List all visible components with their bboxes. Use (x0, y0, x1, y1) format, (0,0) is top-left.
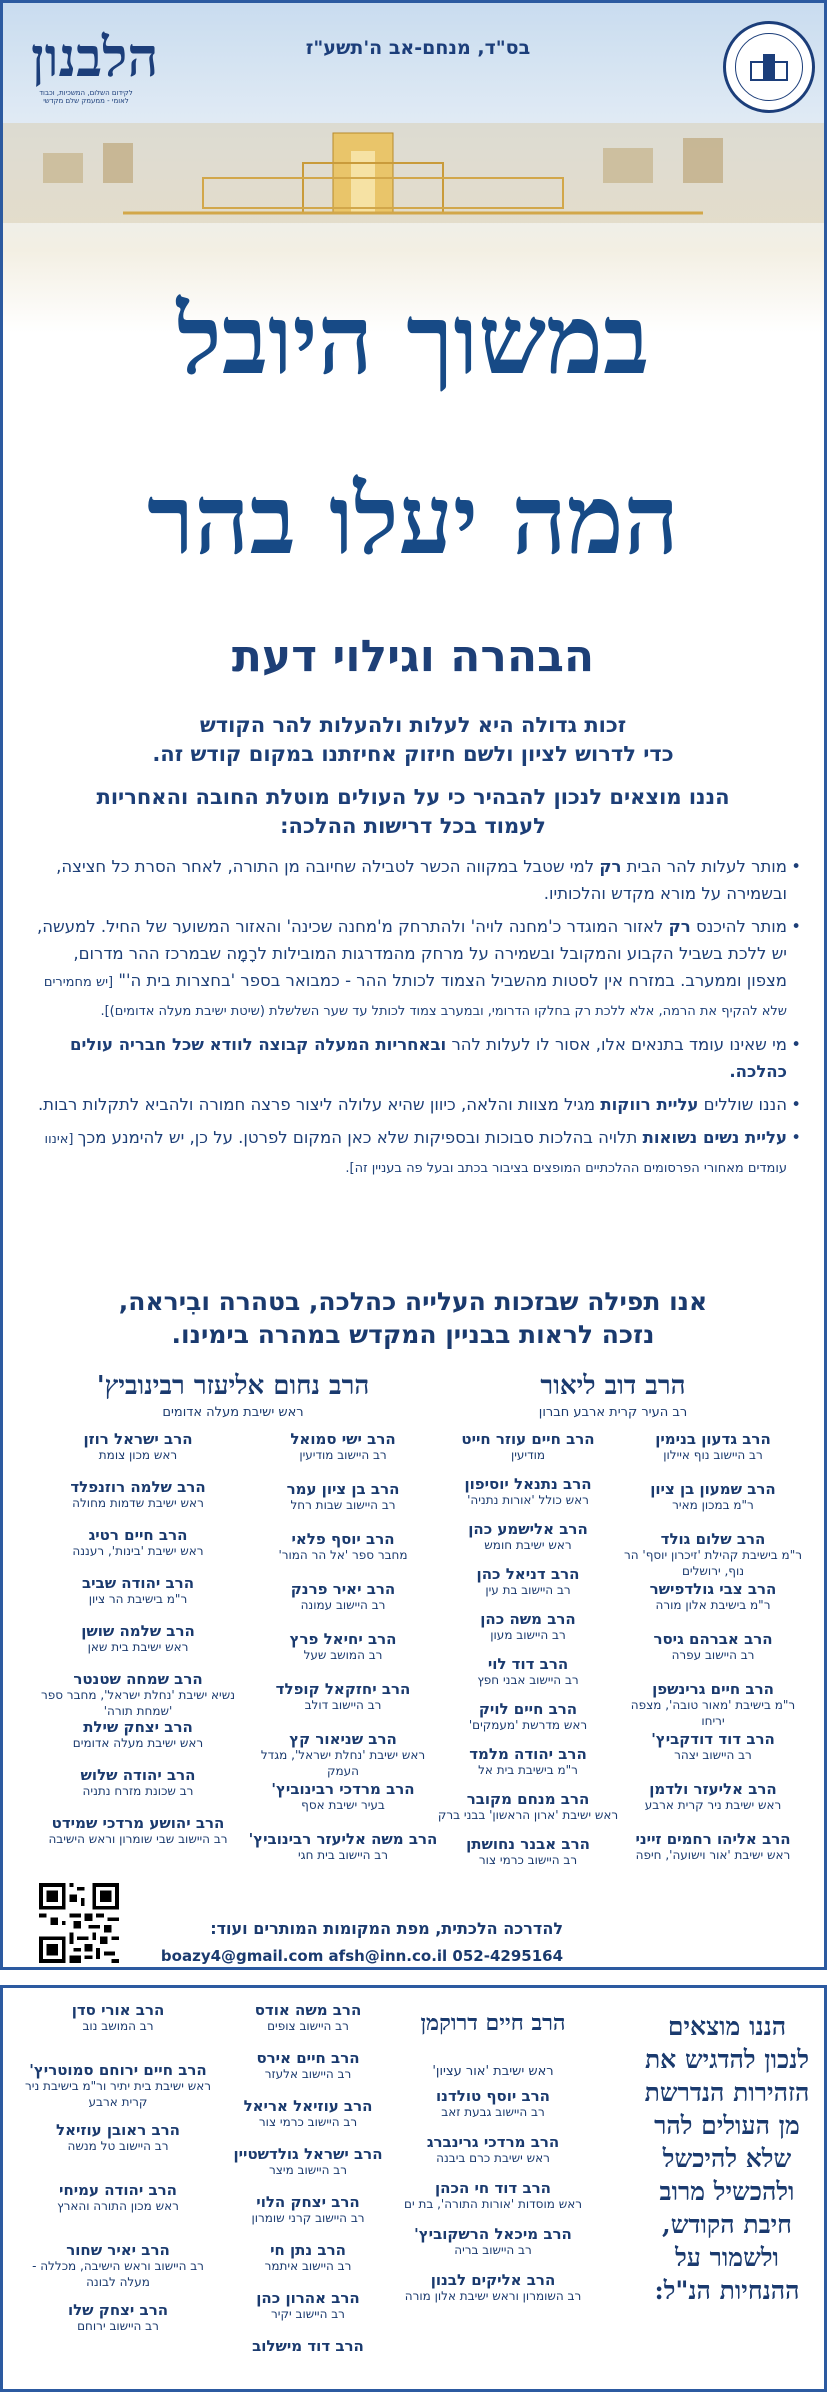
signer-title: רב היישוב מיצר (269, 2163, 347, 2177)
hebrew-date: בס"ד, מנחם-אב ה'תשע"ז (305, 37, 531, 59)
signer-name: הרב יאיר פרנק (290, 1580, 396, 1598)
signer-title: רב היישוב קרני שומרון (251, 2211, 365, 2225)
signer-entry (403, 2226, 583, 2258)
signer-entry (433, 1431, 623, 1463)
signer-entry (33, 1815, 243, 1847)
signer-title: רב היישוב יצהר (674, 1748, 752, 1762)
headline-line-1: במשוך היובל (176, 283, 650, 396)
signer-name: הרב יוסף טולדנו (436, 2087, 550, 2105)
signer-title: ראש ישיבת 'בינות', רעננה (72, 1544, 204, 1558)
signer-entry (248, 1631, 438, 1663)
signer-entry (433, 1521, 623, 1553)
rule-married-women: • עליית נשים נשואות תלויה בהלכות סבוכות ובספיקות שלא כאן המקום לפרטן. על כן, יש להימנע מכך [אינוו עומדים מאחורי הפרסומים ההלכתיים המופצים בציבור בכתב ובעל פה בעניין זה]. (29, 1124, 801, 1182)
rule-permitted-area: • מותר להיכנס רק לאזור המוגדר כ'מחנה לויה' ולהתרחק מ'מחנה שכינה' והאזור המשוער של החיל. למעשה, יש ללכת בשביל הקבוע והמקובל ובשמירה על מרחק מהמדרגות המובילות לרָמָה שבמרכז ההר מדרום, מצפון וממערב. במזרח אין לסטות מהשביל הצמוד לכותל ההר - כמבואר בספר 'בחצרות בית ה'" [יש מחמירים שלא להקיף את הרמה, אלא ללכת רק בחלקו הדרומי, ובמערב צמוד לכותל עד שער השלשלת (שיטת ישיבת מעלה אדומים)]. (29, 913, 801, 1025)
qr-code-icon (39, 1883, 119, 1963)
signer-name: הרב אליעזר ולדמן (649, 1780, 777, 1798)
signer-title: ר"מ בישיבת הר ציון (88, 1592, 188, 1606)
signer-entry (218, 2050, 398, 2082)
signer-name: הרב אהרון כהן (256, 2289, 360, 2307)
signer-title: רב היישוב בית חגי (297, 1848, 389, 1862)
signer-entry (33, 1431, 243, 1463)
signer-entry (433, 1656, 623, 1688)
signer-title: רב היישוב כרמי צור (478, 1853, 578, 1867)
logo-tagline: לקידום השלום, המשכיות, וכבוד לאומי - ממעמק שלם מקדשי (39, 89, 133, 105)
signer-title: ר"מ בישיבת 'מאור טובה', מצפה יריחו (630, 1698, 796, 1728)
signer-entry (218, 2242, 398, 2274)
signer-entry (618, 1531, 808, 1579)
signer-name: הרב אליהו רחמים זייני (635, 1830, 791, 1848)
headline-subtitle: הבהרה וגילוי דעת (231, 631, 595, 682)
signer-name: הרב בן ציון עמר (286, 1480, 400, 1498)
signer-entry (218, 2146, 398, 2178)
signer-title: רב המושב שעל (303, 1648, 383, 1662)
signer-title: ראש ישיבת בית שאן (87, 1640, 189, 1654)
signer-entry (618, 1481, 808, 1513)
signer-title: ר"מ במכון מאיר (672, 1498, 754, 1512)
signer-entry (403, 2088, 583, 2120)
signer-name: הרב חיים אירס (256, 2049, 360, 2067)
signer-entry (23, 2242, 213, 2290)
signer-entry (618, 1681, 808, 1729)
signer-name: הרב יהודה מלמד (469, 1745, 587, 1763)
signer-title: רב היישוב טל מנשה (67, 2139, 169, 2153)
signer-name: הרב שמחה שטנטר (73, 1670, 203, 1688)
signer-title: רב היישוב מודיעין (299, 1448, 387, 1462)
signer-name: הרב ישי סמואל (290, 1430, 396, 1448)
intro-line-2: כדי לדרוש לציון ולשם חיזוק אחיזתנו במקום קודש זה. (152, 742, 674, 766)
signer-entry (618, 1431, 808, 1463)
signer-name: הרב אליקים לבנון (430, 2271, 556, 2289)
signer-title: רב היישוב גבעת זאב (441, 2105, 545, 2119)
signer-title: ר"מ בישיבת אלון מורה (655, 1598, 771, 1612)
signer-title: ר"מ בישיבת קהילת 'זיכרון יוסף' הר נוף, ירושלים (623, 1548, 802, 1578)
signer-entry (33, 1623, 243, 1655)
halachic-rules-list (29, 853, 801, 1188)
signer-name: הרב יחזקאל קופלד (275, 1680, 411, 1698)
signer-title: ראש ישיבת בית יתיר ור"מ בישיבת ניר קרית ארבע (24, 2079, 212, 2109)
signer-title: רב היישוב מעון (490, 1628, 566, 1642)
signer-name: הרב דוד מישלוב (252, 2337, 364, 2355)
signer-title: ראש ישיבת 'נחלת ישראל', מגדל העמק (260, 1748, 426, 1778)
signer-entry (618, 1581, 808, 1613)
signer-entry (23, 2302, 213, 2334)
signer-title: נשיא ישיבת 'נחלת ישראל', מחבר ספר 'שמחת תורה' (40, 1688, 236, 1718)
signer-entry (33, 1671, 243, 1719)
signer-entry (618, 1781, 808, 1813)
signer-head-left: הרב נחום אליעזר רבינוביץ' (96, 1371, 370, 1401)
signer-name: הרב משה אודס (254, 2001, 362, 2019)
signer-name: הרב דוד דודקביץ' (651, 1730, 775, 1748)
signer-title: רב היישוב יקיר (271, 2307, 345, 2321)
signer-name: הרב חיים ירוחם סמוטריץ' (29, 2061, 207, 2079)
signer-title: ראש מוסדות 'אורות התורה', בת ים (404, 2197, 582, 2211)
signer-entry (33, 1575, 243, 1607)
signer-name: הרב נתנאל יוסיפון (464, 1475, 592, 1493)
organization-seal-icon (723, 21, 815, 113)
signer-name: הרב דוד חי הכהן (435, 2179, 551, 2197)
signer-name: הרב שניאור קץ (289, 1730, 397, 1748)
signer-name: הרב משה אליעזר רבינוביץ' (248, 1830, 438, 1848)
secondary-head-signer-title: ראש ישיבת 'אור עציון' (432, 2064, 554, 2079)
intro-line-4: לעמוד בכל דרישות ההלכה: (280, 814, 546, 838)
signer-entry (433, 1791, 623, 1823)
signer-title: רב היישוב עמונה (300, 1598, 386, 1612)
signer-entry (248, 1831, 438, 1863)
secondary-lead-text: הננו מוצאים לנכון להדגיש את הזהירות הנדרשת מן העולים להר שלא להיכשל ולהכשיל מרוב חיבת הקודש, ולשמור על ההנחיות הנ"ל: (644, 2012, 810, 2305)
signer-entry (433, 1566, 623, 1598)
signer-entry (433, 1611, 623, 1643)
signer-title: רב היישוב אלעזר (264, 2067, 352, 2081)
rule-group-responsibility: • מי שאינו עומד בתנאים אלו, אסור לו לעלות להר ובאחריות המעלה קבוצה לוודא שכל חבריה עולים כהלכה. (29, 1031, 801, 1085)
signer-name: הרב ראובן עוזיאל (56, 2121, 180, 2139)
signer-title: ראש מדרשת 'מעמקים' (468, 1718, 588, 1732)
signer-entry (23, 2182, 213, 2214)
signer-entry (433, 1701, 623, 1733)
signer-title: רב היישוב וראש הישיבה, מכללה - מעלה לבונה (32, 2259, 204, 2289)
signer-title: רב היישוב שבות רחל (290, 1498, 396, 1512)
signer-title: ראש ישיבת 'ארון הראשון' בבני ברק (437, 1808, 619, 1822)
signer-title: רב שכונת מזרח נתניה (82, 1784, 194, 1798)
signer-name: הרב ישראל גולדשטיין (233, 2145, 383, 2163)
signer-title: רב המושב נוב (82, 2019, 154, 2033)
signer-entry (33, 1479, 243, 1511)
signer-entry (248, 1431, 438, 1463)
signer-title: רב היישוב בריה (454, 2243, 532, 2257)
signer-title: רב היישוב כרמי צור (258, 2115, 358, 2129)
prayer-line-2: נזכה לראות בבניין המקדש במהרה בימינו. (171, 1320, 655, 1349)
signer-title: רב היישוב צופים (267, 2019, 349, 2033)
signer-entry (618, 1731, 808, 1763)
signer-entry (248, 1681, 438, 1713)
logo: הלבנון (31, 25, 159, 89)
signer-title: רב היישוב אבני חפץ (477, 1673, 579, 1687)
signer-entry (218, 2338, 398, 2354)
signer-name: הרב יהודה שלוש (80, 1766, 196, 1784)
closing-prayer (43, 1285, 783, 1351)
secondary-advertisement (0, 1985, 827, 2392)
signer-title: ראש מכון התורה והארץ (57, 2199, 179, 2213)
signer-entry (248, 1781, 438, 1813)
signer-head-right-title: רב העיר קרית ארבע חברון (538, 1405, 688, 1420)
guidance-label: להדרכה הלכתית, מפת המקומות המותרים ועוד: (210, 1919, 563, 1938)
signer-entry (403, 2272, 583, 2304)
signer-name: הרב יאיר שחור (66, 2241, 170, 2259)
signer-name: הרב שלמה שושן (81, 1622, 195, 1640)
signer-title: ר"מ בישיבת בית אל (478, 1763, 578, 1777)
signer-name: הרב שלום גולד (660, 1530, 766, 1548)
signer-name: הרב שלמה רוזנפלד (70, 1478, 206, 1496)
signer-title: רב היישוב עפרה (671, 1648, 755, 1662)
signer-title: ראש ישיבת שדמות מחולה (72, 1496, 204, 1510)
signer-entry (33, 1527, 243, 1559)
signer-name: הרב חיים עוזר חייט (461, 1430, 595, 1448)
signer-name: הרב יהושע מרדכי שמידט (51, 1814, 225, 1832)
signer-title: ראש כולל 'אורות נתניה' (467, 1493, 589, 1507)
signer-title: רב היישוב שבי שומרון וראש הישיבה (48, 1832, 228, 1846)
signer-entry (218, 2290, 398, 2322)
signer-name: הרב מיכאל הרשקוביץ' (414, 2225, 572, 2243)
signer-name: הרב יהודה עמיחי (59, 2181, 177, 2199)
signer-name: הרב יחיאל פרץ (289, 1630, 397, 1648)
signer-entry (23, 2062, 213, 2110)
signer-entry (23, 2002, 213, 2034)
signer-head-left-title: ראש ישיבת מעלה אדומים (162, 1405, 304, 1420)
signer-entry (33, 1719, 243, 1751)
signer-name: הרב אלישמע כהן (468, 1520, 588, 1538)
signer-name: הרב אבנר נחושתן (466, 1835, 590, 1853)
signer-name: הרב יצחק שילת (83, 1718, 193, 1736)
signer-entry (248, 1531, 438, 1563)
signer-entry (218, 2194, 398, 2226)
signer-name: הרב חיים רטיג (88, 1526, 188, 1544)
signer-name: הרב יהודה שביב (81, 1574, 194, 1592)
signer-title: ראש מכון צומת (98, 1448, 178, 1462)
signer-name: הרב חיים לויק (478, 1700, 578, 1718)
signer-entry (403, 2134, 583, 2166)
signer-name: הרב עוזיאל אריאל (243, 2097, 373, 2115)
signer-entry (23, 2122, 213, 2154)
signer-entry (248, 1731, 438, 1779)
signer-entry (218, 2098, 398, 2130)
signer-name: הרב מרדכי רבינוביץ' (271, 1780, 415, 1798)
signer-title: רב היישוב נוף איילון (663, 1448, 763, 1462)
signer-name: הרב מרדכי גרינברג (426, 2133, 560, 2151)
secondary-head-signer: הרב חיים דרוקמן (420, 2010, 566, 2036)
signer-entry (248, 1481, 438, 1513)
signer-title: מודיעין (510, 1448, 546, 1462)
contact-info[interactable]: boazy4@gmail.com afsh@inn.co.il 052-4295164 (160, 1947, 563, 1965)
rule-immersion: • מותר לעלות להר הבית רק למי שטבל במקווה הכשר לטבילה שחיובה מן התורה, לאחר הסרת כל חציצה, ובשמירה על מורא מקדש והלכותיו. (29, 853, 801, 907)
signer-name: הרב אורי סדן (71, 2001, 165, 2019)
signer-entry (433, 1746, 623, 1778)
signer-name: הרב צבי גולדפישר (649, 1580, 777, 1598)
signer-name: הרב יוסף פלאי (291, 1530, 395, 1548)
signer-entry (403, 2180, 583, 2212)
temple-icon (747, 52, 791, 82)
signer-title: מחבר ספר 'אל הר המור' (278, 1548, 408, 1562)
signer-entry (433, 1836, 623, 1868)
signer-name: הרב דניאל כהן (476, 1565, 580, 1583)
signer-entry (433, 1476, 623, 1508)
signer-entry (218, 2002, 398, 2034)
signer-name: הרב אברהם גיסר (653, 1630, 773, 1648)
signer-title: רב היישוב בת עין (485, 1583, 571, 1597)
intro-line-3: הננו מוצאים לנכון להבהיר כי על העולים מוטלת החובה והאחריות (96, 785, 730, 809)
signer-name: הרב משה כהן (480, 1610, 576, 1628)
signer-title: ראש ישיבת כרם ביבנה (436, 2151, 550, 2165)
signer-title: רב השומרון וראש ישיבת אלון מורה (404, 2289, 582, 2303)
signer-entry (618, 1631, 808, 1663)
signer-entry (248, 1581, 438, 1613)
signer-name: הרב נתן חי (270, 2241, 346, 2259)
signer-title: רב היישוב דולב (304, 1698, 382, 1712)
signer-name: הרב שמעון בן ציון (650, 1480, 776, 1498)
signer-entry (618, 1831, 808, 1863)
signer-head-right: הרב דוב ליאור (540, 1371, 686, 1401)
rule-unmarried-women: • הננו שוללים עליית רווקות מגיל מצוות והלאה, כיוון שהיא עלולה ליצור פרצה חמורה ולהביא לתקלות רבות. (29, 1091, 801, 1118)
signer-name: הרב מנחם מקובר (466, 1790, 590, 1808)
prayer-line-1: אנו תפילה שבזכות העלייה כהלכה, בטהרה ובִיראה, (118, 1287, 708, 1316)
signer-title: ראש ישיבת חומש (484, 1538, 572, 1552)
intro-line-1: זכות גדולה היא לעלות ולהעלות להר הקודש (199, 713, 627, 737)
signer-name: הרב יצחק שלו (67, 2301, 169, 2319)
signer-name: הרב יצחק הלוי (256, 2193, 360, 2211)
signer-name: הרב גדעון בנימין (655, 1430, 771, 1448)
signer-entry (33, 1767, 243, 1799)
headline-line-2: המה יעלו בהר (147, 463, 679, 576)
signer-title: רב היישוב איתמר (264, 2259, 352, 2273)
signer-name: הרב ישראל רוזן (83, 1430, 193, 1448)
signer-title: בעיר ישיבת אסף (301, 1798, 385, 1812)
signer-title: ראש ישיבת 'אור וישועה', חיפה (635, 1848, 791, 1862)
signer-name: הרב חיים גרינשפן (652, 1680, 774, 1698)
signer-name: הרב דוד לוי (487, 1655, 569, 1673)
signer-title: ראש ישיבת מעלה אדומים (72, 1736, 204, 1750)
signer-title: רב היישוב ירוחם (77, 2319, 159, 2333)
signer-title: ראש ישיבת ניר קרית ארבע (644, 1798, 782, 1812)
